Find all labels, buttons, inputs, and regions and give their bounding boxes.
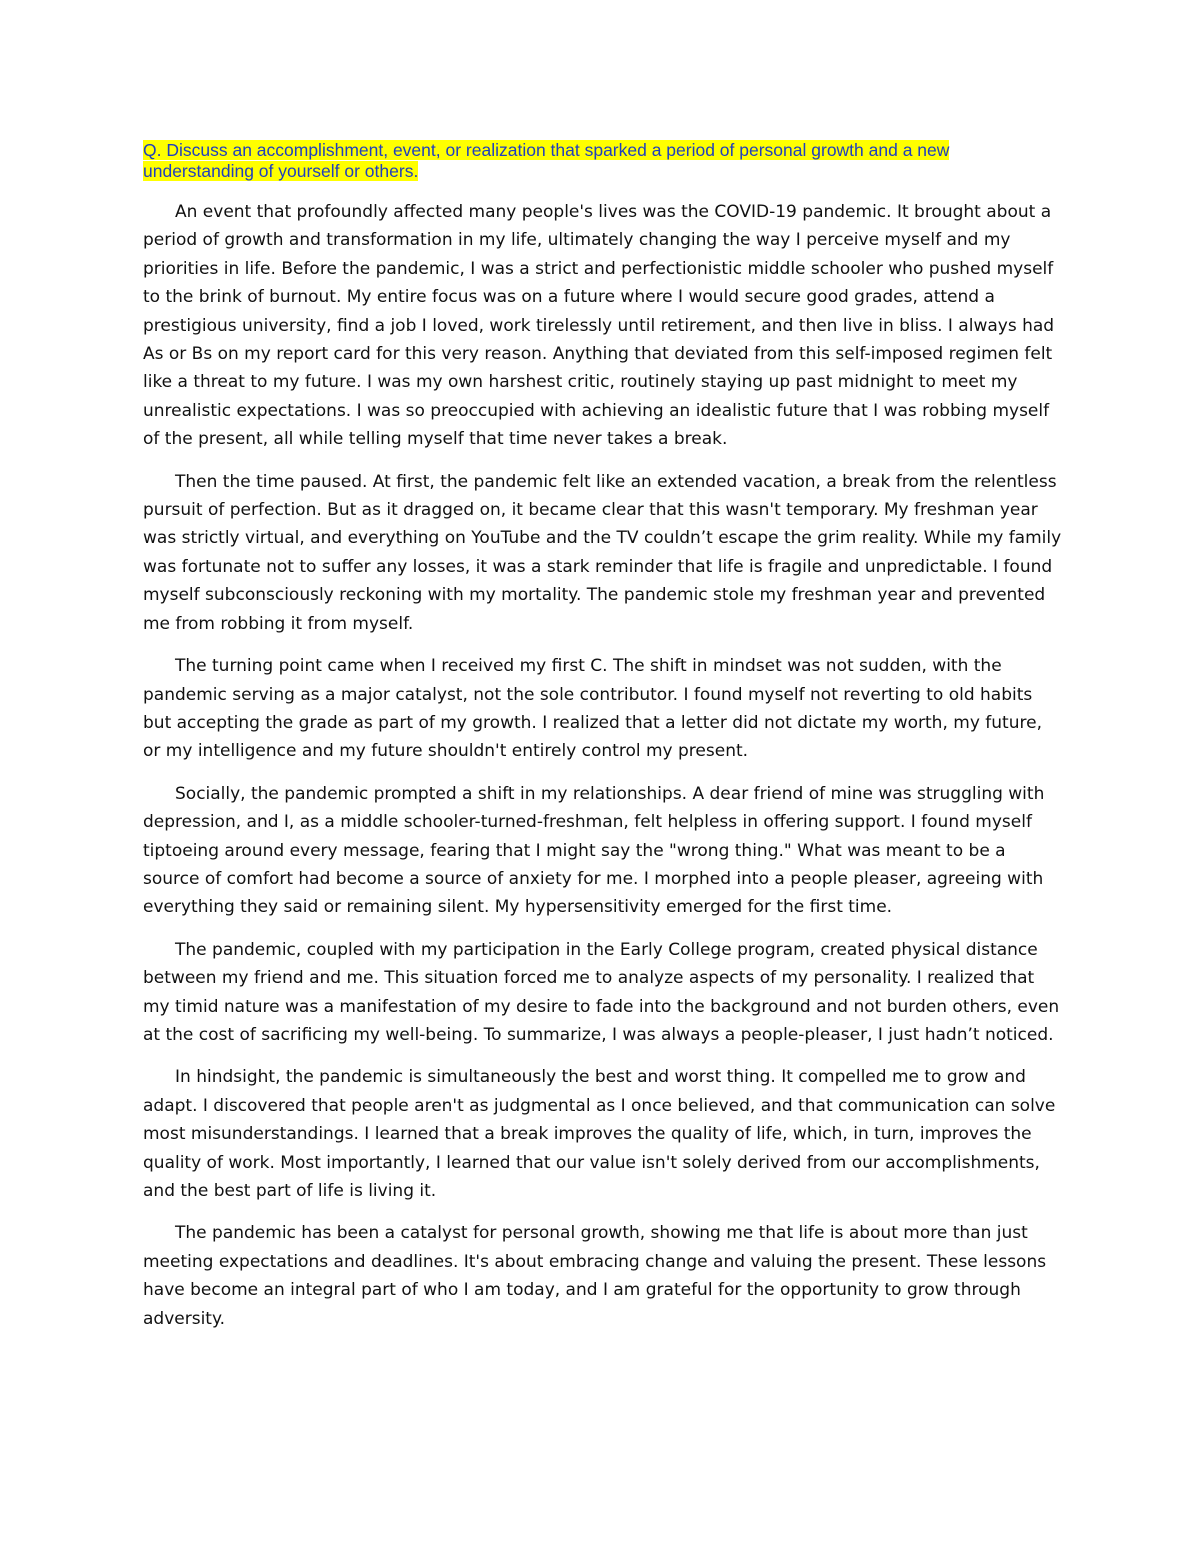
paragraph-1: An event that profoundly affected many people's lives was the COVID-19 pandemic. It brought about a period of growth and transformation in my life, ultimately changing the way I perceive myself and my priorities in life. Before the pandemic, I was a strict and perfectionistic middle schooler who pushed myself to the brink of burnout. My entire focus was on a future where I would secure good grades, attend a prestigious university, find a job I loved, work tirelessly until retirement, and then live in bliss. I always had As or Bs on my report card for this very reason. Anything that deviated from this self-imposed regimen felt like a threat to my future. I was my own harshest critic, routinely staying up past midnight to meet my unrealistic expectations. I was so preoccupied with achieving an idealistic future that I was robbing myself of the present, all while telling myself that time never takes a break.: [143, 202, 1055, 450]
paragraph-2: Then the time paused. At first, the pandemic felt like an extended vacation, a break from the relentless pursuit of perfection. But as it dragged on, it became clear that this wasn't temporary. My freshman year was strictly virtual, and everything on YouTube and the TV couldn’t escape the grim reality. While my family was fortunate not to suffer any losses, it was a stark reminder that life is fragile and unpredictable. I found myself subconsciously reckoning with my mortality. The pandemic stole my freshman year and prevented me from robbing it from myself.: [143, 471, 1062, 634]
paragraph-4: Socially, the pandemic prompted a shift in my relationships. A dear friend of mine was struggling with depression, and I, as a middle schooler-turned-freshman, felt helpless in offering support. I found myself tiptoeing around every message, fearing that I might say the "wrong thing." What was meant to be a source of comfort had become a source of anxiety for me. I morphed into a people pleaser, agreeing with everything they said or remaining silent. My hypersensitivity emerged for the first time.: [143, 783, 1045, 918]
essay-prompt: [143, 140, 1063, 182]
paragraph-5: The pandemic, coupled with my participation in the Early College program, created physical distance between my friend and me. This situation forced me to analyze aspects of my personality. I realized that my timid nature was a manifestation of my desire to fade into the background and not burden others, even at the cost of sacrificing my well-being. To summarize, I was always a people-pleaser, I just hadn’t noticed.: [143, 939, 1060, 1045]
paragraph-6: In hindsight, the pandemic is simultaneously the best and worst thing. It compelled me to grow and adapt. I discovered that people aren't as judgmental as I once believed, and that communication can solve most misunderstandings. I learned that a break improves the quality of life, which, in turn, improves the quality of work. Most importantly, I learned that our value isn't solely derived from our accomplishments, and the best part of life is living it.: [143, 1067, 1056, 1201]
document-body: [143, 140, 1063, 1347]
paragraph-3: The turning point came when I received my first C. The shift in mindset was not sudden, with the pandemic serving as a major catalyst, not the sole contributor. I found myself not reverting to old habits but accepting the grade as part of my growth. I realized that a letter did not dictate my worth, my future, or my intelligence and my future shouldn't entirely control my present.: [143, 656, 1042, 762]
highlighted-prompt-text: Q. Discuss an accomplishment, event, or realization that sparked a period of personal growth and a new understanding of yourself or others.: [143, 140, 950, 181]
paragraph-7: The pandemic has been a catalyst for personal growth, showing me that life is about more than just meeting expectations and deadlines. It's about embracing change and valuing the present. These lessons have become an integral part of who I am today, and I am grateful for the opportunity to grow through adversity.: [143, 1223, 1047, 1329]
